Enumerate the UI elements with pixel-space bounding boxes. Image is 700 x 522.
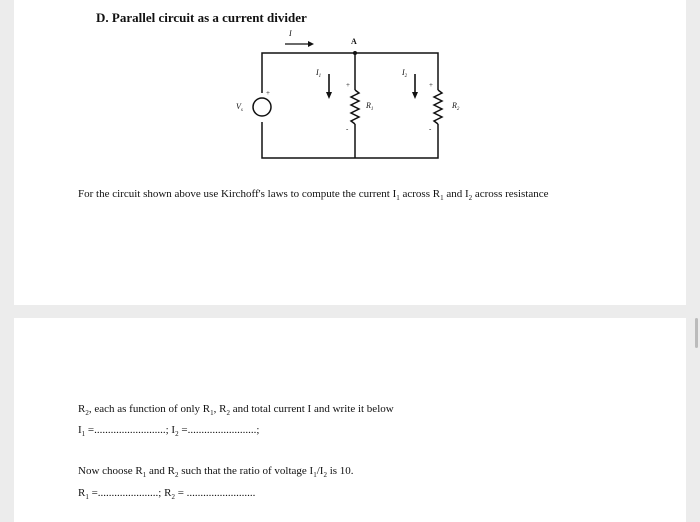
current-arrow-i1 (326, 74, 332, 99)
label-i2: $I_2$ (402, 68, 408, 79)
question-2-line-1: $R_2$, each as function of only $R_1$, $R_2$ and total current I and write it below (78, 403, 394, 418)
question-1-text: For the circuit shown above use Kirchoff's laws to compute the current $I_1$ across $R_1$ and $I_2$ across resistance (78, 188, 549, 203)
voltage-source (253, 98, 271, 116)
label-r2: $R_2$ (452, 101, 460, 112)
label-node-a: A (351, 37, 357, 46)
label-vs: $V_s$ (236, 102, 243, 113)
answer-line-resistors: $R_1$ =......................; $R_2$ = ......................... (78, 487, 256, 502)
label-total-current: I (289, 29, 292, 38)
scrollbar[interactable] (695, 318, 698, 348)
source-plus: + (266, 89, 270, 97)
r1-minus: - (346, 125, 349, 133)
node-a-dot (353, 51, 357, 55)
section-heading: D. Parallel circuit as a current divider (96, 10, 307, 25)
r1-plus: + (346, 81, 350, 89)
circuit-wires (253, 53, 442, 158)
current-arrow-i2 (412, 74, 418, 99)
resistor-r2 (434, 90, 442, 124)
answer-line-currents: $I_1$ =..........................; $I_2$ =.........................; (78, 424, 260, 439)
r2-plus: + (429, 81, 433, 89)
question-2-line-3: Now choose $R_1$ and $R_2$ such that the ratio of voltage $I_1/I_2$ is 10. (78, 465, 354, 480)
label-i1: $I_1$ (316, 68, 322, 79)
resistor-r1 (351, 90, 359, 124)
current-arrow-total (285, 41, 314, 47)
label-r1: $R_1$ (366, 101, 374, 112)
r2-minus: - (429, 125, 432, 133)
